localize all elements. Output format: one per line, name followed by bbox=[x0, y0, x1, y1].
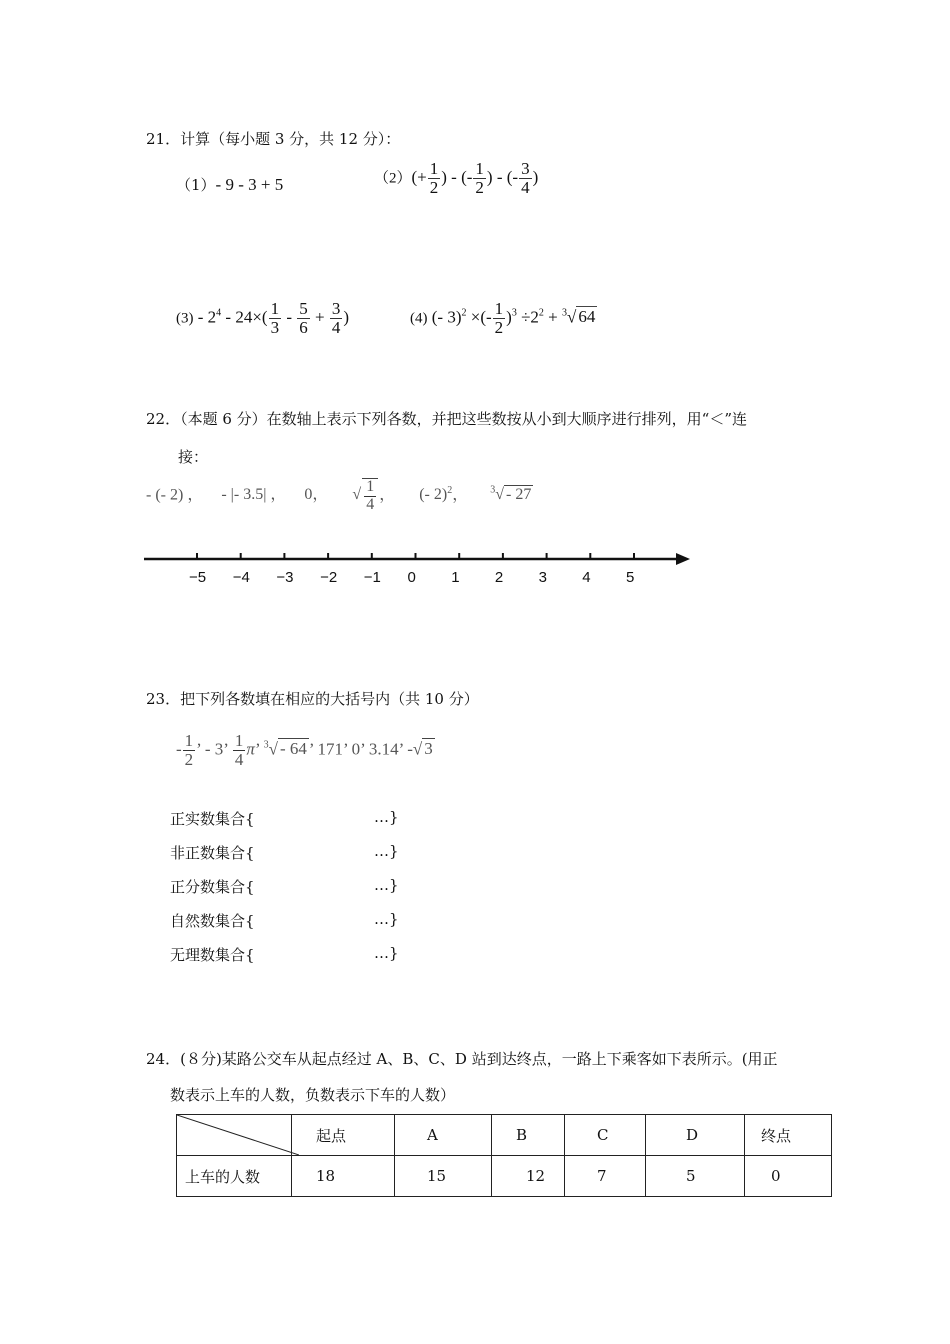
q22-title: 22．（本题 6 分）在数轴上表示下列各数，并把这些数按从小到大顺序进行排列，用“＜”连 bbox=[146, 410, 748, 428]
q21-part2 bbox=[374, 160, 538, 197]
axis-tick-label: 4 bbox=[582, 569, 591, 586]
table-cell: 7 bbox=[565, 1156, 646, 1197]
denominator: 6 bbox=[299, 317, 308, 337]
root-sign-icon: √ bbox=[412, 739, 423, 759]
set-end: …} bbox=[374, 944, 399, 962]
expr-text: - bbox=[282, 307, 297, 327]
denominator: 4 bbox=[331, 317, 341, 337]
separator: ’ bbox=[196, 739, 201, 759]
q21-part1-expr: - 9 - 3 + 5 bbox=[215, 175, 284, 194]
expr-text: 171 bbox=[317, 739, 344, 759]
expr-text: π bbox=[246, 739, 255, 759]
fraction bbox=[269, 300, 282, 337]
number-item: (- 2) bbox=[419, 486, 448, 504]
q21-part3 bbox=[176, 300, 349, 337]
table-cell: 0 bbox=[745, 1156, 832, 1197]
set-positive-fraction bbox=[170, 876, 399, 897]
q21-part4 bbox=[410, 300, 597, 337]
numerator: 1 bbox=[429, 159, 439, 178]
number-item: ， bbox=[379, 486, 396, 504]
separator: ’ bbox=[223, 739, 228, 759]
separator: ’ bbox=[398, 739, 403, 759]
numerator: 1 bbox=[494, 299, 504, 318]
axis-tick-label: 1 bbox=[451, 569, 460, 586]
numerator: 1 bbox=[184, 731, 194, 750]
table-header: 起点 bbox=[292, 1115, 395, 1156]
denominator: 4 bbox=[234, 749, 244, 769]
table-cell: 15 bbox=[395, 1156, 492, 1197]
set-end: …} bbox=[374, 910, 399, 928]
fraction bbox=[493, 300, 506, 337]
axis-tick-label: −1 bbox=[363, 569, 381, 586]
set-label: 自然数集合{ bbox=[170, 912, 255, 930]
fraction bbox=[428, 160, 441, 197]
q23-numbers bbox=[176, 732, 435, 769]
table-cell: 18 bbox=[292, 1156, 395, 1197]
set-end: …} bbox=[374, 808, 399, 826]
numerator: 1 bbox=[270, 299, 280, 318]
radicand: - 27 bbox=[506, 486, 532, 504]
exponent: 2 bbox=[447, 485, 453, 497]
set-label: 正实数集合{ bbox=[170, 810, 255, 828]
denominator: 3 bbox=[270, 317, 280, 337]
root-index: 3 bbox=[263, 739, 269, 751]
set-label: 非正数集合{ bbox=[170, 844, 255, 862]
expr-text: - 2 bbox=[197, 307, 217, 327]
table-row bbox=[177, 1156, 832, 1197]
numerator: 5 bbox=[299, 299, 308, 318]
table-header: D bbox=[646, 1115, 745, 1156]
exponent: 2 bbox=[538, 307, 544, 319]
q24-title-cont: 数表示上车的人数，负数表示下车的人数） bbox=[170, 1086, 456, 1104]
expr-text: - 24×( bbox=[221, 307, 268, 327]
number-item: 0， bbox=[304, 486, 329, 504]
expr-text: - 3 bbox=[204, 739, 224, 759]
root-sign-icon: √ bbox=[352, 486, 362, 504]
number-line bbox=[140, 545, 700, 595]
denominator: 2 bbox=[184, 749, 194, 769]
root-sign-icon: √ bbox=[495, 486, 504, 504]
q22-numbers bbox=[146, 478, 533, 514]
exponent: 4 bbox=[216, 307, 222, 319]
set-end: …} bbox=[374, 842, 399, 860]
set-irrational bbox=[170, 944, 399, 965]
q21-part4-label: (4) bbox=[410, 310, 428, 327]
fraction bbox=[362, 478, 378, 514]
exponent: 2 bbox=[461, 307, 467, 319]
radicand: 3 bbox=[424, 739, 433, 759]
expr-text: ) bbox=[343, 307, 350, 327]
table-cell: 12 bbox=[492, 1156, 565, 1197]
fraction bbox=[183, 732, 196, 769]
q21-part3-label: (3) bbox=[176, 310, 194, 327]
denominator: 2 bbox=[475, 177, 484, 197]
bus-table bbox=[176, 1114, 832, 1197]
expr-text: ) - (- bbox=[441, 167, 473, 187]
table-header: B bbox=[492, 1115, 565, 1156]
set-end: …} bbox=[374, 876, 399, 894]
q24-title: 24．(８分)某路公交车从起点经过 A、B、C、D 站到达终点，一路上下乘客如下表所示。(用正 bbox=[146, 1050, 778, 1068]
axis-tick-label: −2 bbox=[320, 569, 338, 586]
expr-text: - bbox=[407, 739, 413, 759]
fraction bbox=[519, 160, 532, 197]
axis-arrow-icon bbox=[676, 553, 690, 565]
fraction bbox=[330, 300, 343, 337]
numerator: 3 bbox=[331, 299, 341, 318]
expr-text: - bbox=[176, 739, 182, 759]
q23-title: 23．把下列各数填在相应的大括号内（共 10 分） bbox=[146, 690, 479, 708]
expr-text: ÷2 bbox=[516, 307, 539, 327]
numerator: 1 bbox=[366, 478, 375, 495]
number-item: - (- 2) ， bbox=[146, 486, 204, 504]
fraction bbox=[297, 300, 310, 337]
table-header-row bbox=[177, 1115, 832, 1156]
axis-tick-label: 3 bbox=[538, 569, 547, 586]
diagonal-line bbox=[177, 1115, 299, 1155]
axis-tick-label: 5 bbox=[626, 569, 635, 586]
fraction bbox=[233, 732, 246, 769]
denominator: 4 bbox=[366, 495, 375, 513]
q22-title-cont: 接： bbox=[178, 448, 209, 466]
radicand: 64 bbox=[578, 307, 596, 327]
root-index: 3 bbox=[490, 485, 496, 497]
set-label: 正分数集合{ bbox=[170, 878, 255, 896]
q21-part1-label: （1） bbox=[176, 176, 216, 194]
row-label: 上车的人数 bbox=[177, 1156, 292, 1197]
expr-text: 3.14 bbox=[368, 739, 399, 759]
q21-part1 bbox=[176, 174, 283, 195]
radicand: - 64 bbox=[279, 739, 307, 759]
expr-text: + bbox=[543, 307, 563, 327]
table-header: C bbox=[565, 1115, 646, 1156]
axis-tick-label: 2 bbox=[494, 569, 504, 586]
number-item: - |- 3.5| ， bbox=[221, 486, 287, 504]
numerator: 1 bbox=[475, 159, 484, 178]
table-header: 终点 bbox=[745, 1115, 832, 1156]
expr-text: ) bbox=[532, 167, 539, 187]
axis-tick-label: −3 bbox=[276, 569, 294, 586]
q21-title: 21．计算（每小题 3 分，共 12 分）： bbox=[146, 130, 401, 148]
root-sign-icon: √ bbox=[268, 739, 278, 759]
axis-tick-label: −4 bbox=[232, 569, 250, 586]
table-cell: 5 bbox=[646, 1156, 745, 1197]
expr-text: 0 bbox=[351, 739, 361, 759]
number-item: ， bbox=[452, 486, 469, 504]
root-index: 3 bbox=[562, 307, 568, 319]
exponent: 3 bbox=[511, 307, 517, 319]
denominator: 2 bbox=[494, 317, 504, 337]
expr-text: ×(- bbox=[466, 307, 492, 327]
table-header: A bbox=[395, 1115, 492, 1156]
expr-text: ) - (- bbox=[486, 167, 519, 187]
expr-text: (- 3) bbox=[431, 307, 462, 327]
expr-text: (+ bbox=[411, 167, 427, 187]
separator: ’ bbox=[343, 739, 348, 759]
axis-tick-label: 0 bbox=[407, 569, 416, 586]
separator: ’ bbox=[254, 739, 260, 759]
root-sign-icon: √ bbox=[567, 307, 577, 327]
set-label: 无理数集合{ bbox=[170, 946, 255, 964]
set-positive-real bbox=[170, 808, 399, 829]
set-natural bbox=[170, 910, 399, 931]
set-non-positive bbox=[170, 842, 399, 863]
denominator: 4 bbox=[521, 177, 530, 197]
axis-tick-label: −5 bbox=[189, 569, 207, 586]
expr-text: ) bbox=[506, 307, 512, 327]
diagonal-header-cell bbox=[177, 1115, 292, 1156]
fraction bbox=[473, 160, 486, 197]
separator: ’ bbox=[308, 739, 314, 759]
numerator: 1 bbox=[234, 731, 244, 750]
denominator: 2 bbox=[429, 177, 439, 197]
expr-text: + bbox=[310, 307, 329, 327]
numerator: 3 bbox=[521, 159, 530, 178]
separator: ’ bbox=[360, 739, 365, 759]
q21-part2-label: （2） bbox=[374, 170, 412, 187]
